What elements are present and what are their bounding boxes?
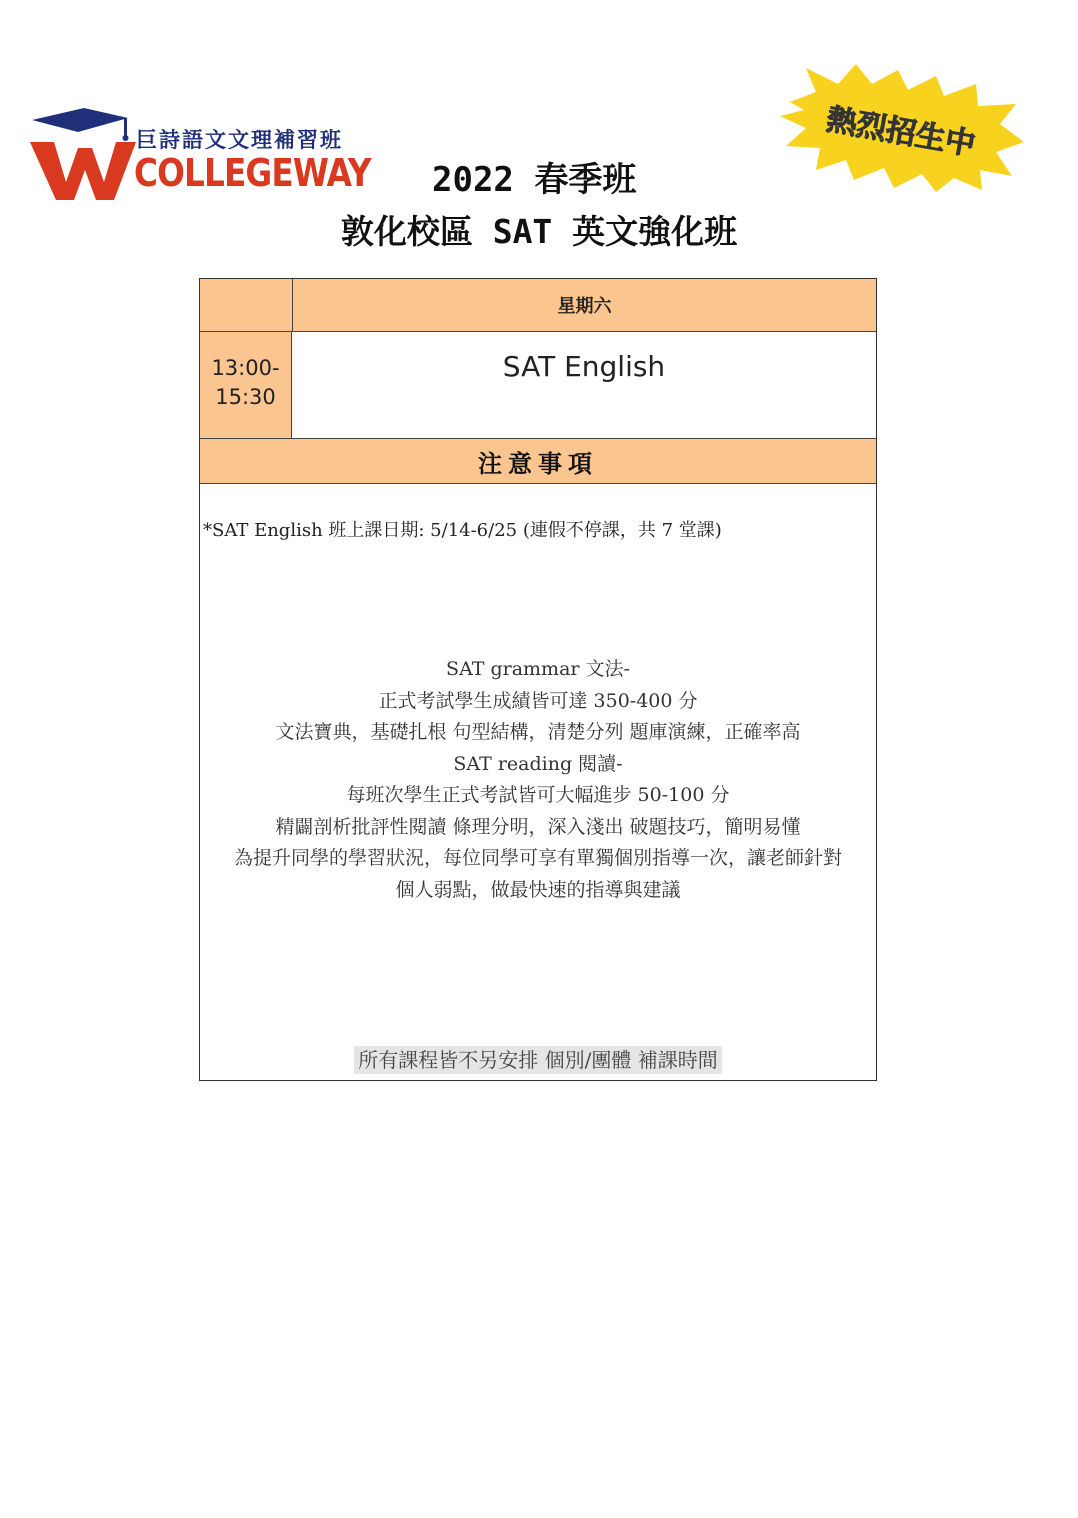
schedule-table bbox=[199, 278, 877, 1081]
time-start: 13:00- bbox=[211, 356, 280, 380]
course-dates-text: *SAT English 班上課日期: 5/14-6/25 (連假不停課，共 7 堂課) bbox=[203, 520, 722, 541]
notice-body bbox=[200, 484, 876, 1080]
collegeway-logo bbox=[28, 104, 373, 204]
no-makeup-notice bbox=[200, 1044, 876, 1073]
time-cell bbox=[200, 332, 292, 438]
time-header-cell bbox=[200, 279, 293, 331]
notice-details bbox=[200, 654, 876, 906]
page-title: 2022 春季班 bbox=[432, 160, 637, 200]
page-subtitle: 敦化校區 SAT 英文強化班 bbox=[340, 212, 738, 251]
notice-line: 為提升同學的學習狀況，每位同學可享有單獨個別指導一次，讓老師針對 bbox=[233, 847, 842, 869]
notice-line: SAT reading 閱讀- bbox=[453, 752, 623, 775]
logo-chinese-name: 巨詩語文文理補習班 bbox=[136, 128, 343, 152]
badge-text: 熱烈招生中 bbox=[824, 102, 978, 163]
day-header-cell: 星期六 bbox=[557, 296, 612, 317]
table-header-row bbox=[200, 279, 876, 332]
notice-line: 個人弱點，做最快速的指導與建議 bbox=[395, 878, 681, 901]
notice-line: 精闢剖析批評性閱讀 條理分明，深入淺出 破題技巧，簡明易懂 bbox=[275, 815, 801, 838]
starburst-icon bbox=[776, 62, 1026, 194]
enrollment-badge bbox=[776, 62, 1026, 194]
notice-line: 正式考試學生成績皆可達 350-400 分 bbox=[378, 689, 698, 712]
notice-heading: 注意事項 bbox=[200, 439, 876, 484]
time-end: 15:30 bbox=[215, 385, 276, 409]
table-row bbox=[200, 332, 876, 439]
notice-line: 文法寶典，基礎扎根 句型結構，清楚分列 題庫演練，正確率高 bbox=[275, 721, 801, 743]
course-cell: SAT English bbox=[292, 332, 876, 438]
no-makeup-text: 所有課程皆不另安排 個別/團體 補課時間 bbox=[354, 1046, 721, 1074]
notice-line: SAT grammar 文法- bbox=[446, 658, 630, 680]
logo-english-name: COLLEGEWAY bbox=[134, 151, 371, 195]
notice-line: 每班次學生正式考試皆可大幅進步 50-100 分 bbox=[346, 784, 730, 806]
